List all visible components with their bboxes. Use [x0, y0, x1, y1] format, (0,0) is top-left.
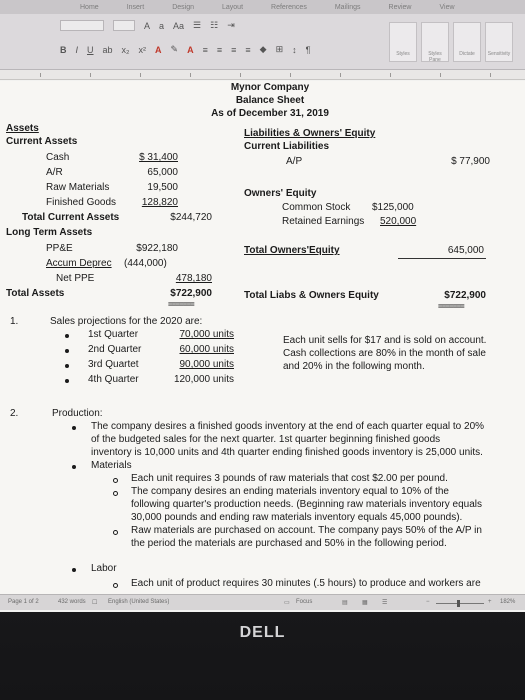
q2-fg-line-3: inventory is 10,000 units and 4th quarter ending finished goods inventory is 25,000 units.: [91, 447, 483, 458]
language-status[interactable]: English (United States): [108, 599, 170, 605]
total-assets-label: Total Assets: [6, 288, 65, 299]
font-color-icon[interactable]: A: [187, 44, 194, 55]
q2-fg-line-2: of the budgeted sales for the next quarter. 1st quarter beginning finished goods: [91, 434, 441, 445]
ar-value: 65,000: [147, 167, 178, 178]
owners-equity-heading: Owners' Equity: [244, 188, 317, 199]
total-current-assets-value: $244,720: [170, 212, 212, 223]
raw-materials-label: Raw Materials: [46, 182, 110, 193]
focus-button[interactable]: Focus: [296, 599, 313, 605]
focus-icon[interactable]: ▭: [284, 600, 290, 606]
tab-insert[interactable]: Insert: [126, 3, 145, 11]
ruler-tick: [340, 73, 341, 77]
ruler-tick: [190, 73, 191, 77]
tab-review[interactable]: Review: [388, 3, 412, 11]
sensitivity-button[interactable]: Sensitivity: [485, 22, 513, 62]
retained-earnings-label: Retained Earnings: [282, 216, 365, 227]
ribbon-tabs: [0, 0, 525, 14]
long-term-assets-heading: Long Term Assets: [6, 227, 93, 238]
underline-icon[interactable]: U: [87, 44, 94, 55]
bullet: [72, 426, 76, 430]
total-owners-equity-value: 645,000: [447, 245, 484, 256]
total-assets-value: $722,900: [170, 288, 212, 299]
grow-font-icon[interactable]: A: [144, 20, 151, 31]
proofing-icon[interactable]: ☐: [92, 600, 98, 606]
ruler-tick: [40, 73, 41, 77]
highlight-icon[interactable]: ✎: [170, 44, 179, 54]
q2-materials-title: Materials: [91, 460, 132, 471]
q2-materials-2-line-3: 30,000 pounds and ending raw materials inventory equals 45,000 pounds).: [131, 512, 463, 523]
report-title: Balance Sheet: [235, 95, 305, 106]
zoom-level[interactable]: 182%: [500, 599, 516, 605]
ppe-value: $922,180: [136, 243, 178, 254]
font-name-dropdown[interactable]: [60, 20, 104, 31]
accum-deprec-value: (444,000): [124, 258, 167, 269]
liabilities-heading: Liabilities & Owners' Equity: [244, 128, 376, 139]
align-right-icon[interactable]: ≡: [231, 44, 237, 55]
q1-quarter-1-value: 70,000 units: [179, 329, 234, 340]
document-page[interactable]: [0, 81, 525, 594]
company-name: Mynor Company: [230, 82, 310, 93]
ruler-tick: [240, 73, 241, 77]
ruler-tick: [140, 73, 141, 77]
report-date: As of December 31, 2019: [211, 108, 329, 119]
zoom-in-icon[interactable]: +: [488, 599, 492, 605]
bullet: [65, 334, 69, 338]
total-owners-equity-label: Total Owners'Equity: [244, 245, 340, 256]
common-stock-value: $125,000: [372, 202, 414, 213]
bold-icon[interactable]: B: [60, 44, 67, 55]
q2-fg-line-1: The company desires a finished goods inventory at the end of each quarter equal to 20%: [91, 421, 485, 432]
numbering-icon[interactable]: ☷: [210, 20, 219, 30]
sub-bullet: [113, 491, 118, 496]
align-center-icon[interactable]: ≡: [216, 44, 223, 55]
zoom-slider-handle[interactable]: [457, 600, 460, 607]
q2-materials-2-line-1: The company desires an ending materials inventory equal to 10% of the: [131, 486, 449, 497]
owners-equity-rule: [398, 258, 486, 259]
q2-labor-1: Each unit of product requires 30 minutes (.5 hours) to produce and workers are: [131, 578, 481, 589]
q1-note-line-2: Cash collections are 80% in the month of sale: [283, 348, 486, 359]
ribbon-format-row: [60, 44, 310, 55]
q1-intro: Sales projections for the 2020 are:: [50, 316, 203, 327]
tab-home[interactable]: Home: [80, 3, 99, 11]
indent-icon[interactable]: ⇥: [227, 20, 235, 30]
ruler[interactable]: [0, 70, 525, 80]
finished-goods-label: Finished Goods: [46, 197, 117, 208]
q1-quarter-3-value: 90,000 units: [179, 359, 234, 370]
q1-note-line-1: Each unit sells for $17 and is sold on account.: [283, 335, 487, 346]
assets-heading: Assets: [6, 123, 39, 134]
q1-quarter-1-label: 1st Quarter: [88, 329, 139, 340]
align-left-icon[interactable]: ≡: [202, 44, 208, 55]
q1-quarter-2-label: 2nd Quarter: [88, 344, 142, 355]
italic-icon[interactable]: I: [75, 44, 79, 55]
justify-icon[interactable]: ≡: [245, 44, 251, 55]
cash-label: Cash: [46, 152, 70, 163]
shading-icon[interactable]: ◆: [259, 44, 267, 54]
borders-icon[interactable]: ⊞: [275, 44, 284, 54]
ruler-tick: [90, 73, 91, 77]
finished-goods-value: 128,820: [141, 197, 178, 208]
subscript-icon[interactable]: x₂: [121, 44, 130, 55]
styles-button[interactable]: Styles: [389, 22, 417, 62]
current-liabilities-heading: Current Liabilities: [244, 141, 330, 152]
tab-design[interactable]: Design: [172, 3, 194, 11]
ap-value: $ 77,900: [451, 156, 490, 167]
web-layout-icon[interactable]: ☰: [382, 600, 388, 606]
total-liabs-label: Total Liabs & Owners Equity: [244, 290, 379, 301]
total-liabs-double-rule: =======: [438, 302, 464, 311]
net-ppe-value: 478,180: [175, 273, 212, 284]
common-stock-label: Common Stock: [282, 202, 351, 213]
strikethrough-icon[interactable]: ab: [102, 44, 113, 55]
zoom-slider[interactable]: [436, 603, 484, 604]
tab-layout[interactable]: Layout: [222, 3, 244, 11]
q1-note-line-3: and 20% in the following month.: [283, 361, 425, 372]
ruler-tick: [490, 73, 491, 77]
ruler-tick: [390, 73, 391, 77]
status-bar: [0, 594, 525, 610]
sort-icon[interactable]: ↕: [292, 44, 297, 55]
read-mode-icon[interactable]: ▤: [342, 600, 348, 606]
tab-mailings[interactable]: Mailings: [334, 3, 361, 11]
tab-references[interactable]: References: [271, 3, 307, 11]
retained-earnings-value: 520,000: [380, 216, 417, 227]
font-size-dropdown[interactable]: [113, 20, 135, 31]
sub-bullet: [113, 583, 118, 588]
current-assets-heading: Current Assets: [6, 136, 78, 147]
cash-value: $ 31,400: [139, 152, 178, 163]
monitor-logo: DELL: [239, 624, 286, 641]
bullets-icon[interactable]: ☰: [193, 20, 202, 30]
pilcrow-icon[interactable]: ¶: [305, 44, 311, 55]
superscript-icon[interactable]: x²: [138, 44, 147, 55]
bullet: [65, 364, 69, 368]
print-layout-icon[interactable]: ▦: [362, 600, 368, 606]
q1-quarter-4-value: 120,000 units: [173, 374, 234, 385]
text-effects-icon[interactable]: A: [155, 44, 162, 55]
q2-materials-3-line-2: the period the materials are purchased and 50% in the following period.: [131, 538, 447, 549]
zoom-out-icon[interactable]: −: [426, 599, 430, 605]
ar-label: A/R: [46, 167, 63, 178]
total-liabs-value: $722,900: [444, 290, 486, 301]
bullet: [72, 465, 76, 469]
q1-quarter-3-label: 3rd Quartet: [88, 359, 139, 370]
q2-number: 2.: [10, 408, 19, 419]
q2-materials-1: Each unit requires 3 pounds of raw materials that cost $2.00 per pound.: [131, 473, 448, 484]
q1-number: 1.: [10, 316, 19, 327]
q2-title: Production:: [52, 408, 103, 419]
ruler-tick: [440, 73, 441, 77]
word-count[interactable]: 432 words: [58, 599, 86, 605]
shrink-font-icon[interactable]: a: [159, 20, 165, 31]
net-ppe-label: Net PPE: [56, 273, 95, 284]
bullet: [65, 349, 69, 353]
ppe-label: PP&E: [46, 243, 73, 254]
q1-quarter-4-label: 4th Quarter: [88, 374, 139, 385]
q2-labor-title: Labor: [91, 563, 117, 574]
q2-materials-2-line-2: following quarter's production needs. (Beginning raw materials inventory equals: [131, 499, 482, 510]
sub-bullet: [113, 530, 118, 535]
q2-materials-3-line-1: Raw materials are purchased on account. The company pays 50% of the A/P in: [131, 525, 482, 536]
styles-pane-button[interactable]: Styles Pane: [421, 22, 449, 62]
raw-materials-value: 19,500: [147, 182, 178, 193]
q1-quarter-2-value: 60,000 units: [179, 344, 234, 355]
sub-bullet: [113, 478, 118, 483]
case-icon[interactable]: Aa: [173, 20, 185, 31]
total-assets-double-rule: =======: [168, 300, 194, 309]
bullet: [65, 379, 69, 383]
ruler-tick: [290, 73, 291, 77]
styles-group: [389, 22, 513, 62]
dictate-button[interactable]: Dictate: [453, 22, 481, 62]
ribbon-font-row: [60, 20, 235, 31]
ap-label: A/P: [286, 156, 303, 167]
page-count[interactable]: Page 1 of 2: [8, 599, 39, 605]
tab-view[interactable]: View: [439, 3, 455, 11]
ribbon: [0, 14, 525, 70]
total-current-assets-label: Total Current Assets: [22, 212, 120, 223]
accum-deprec-label: Accum Deprec: [46, 258, 112, 269]
bullet: [72, 568, 76, 572]
